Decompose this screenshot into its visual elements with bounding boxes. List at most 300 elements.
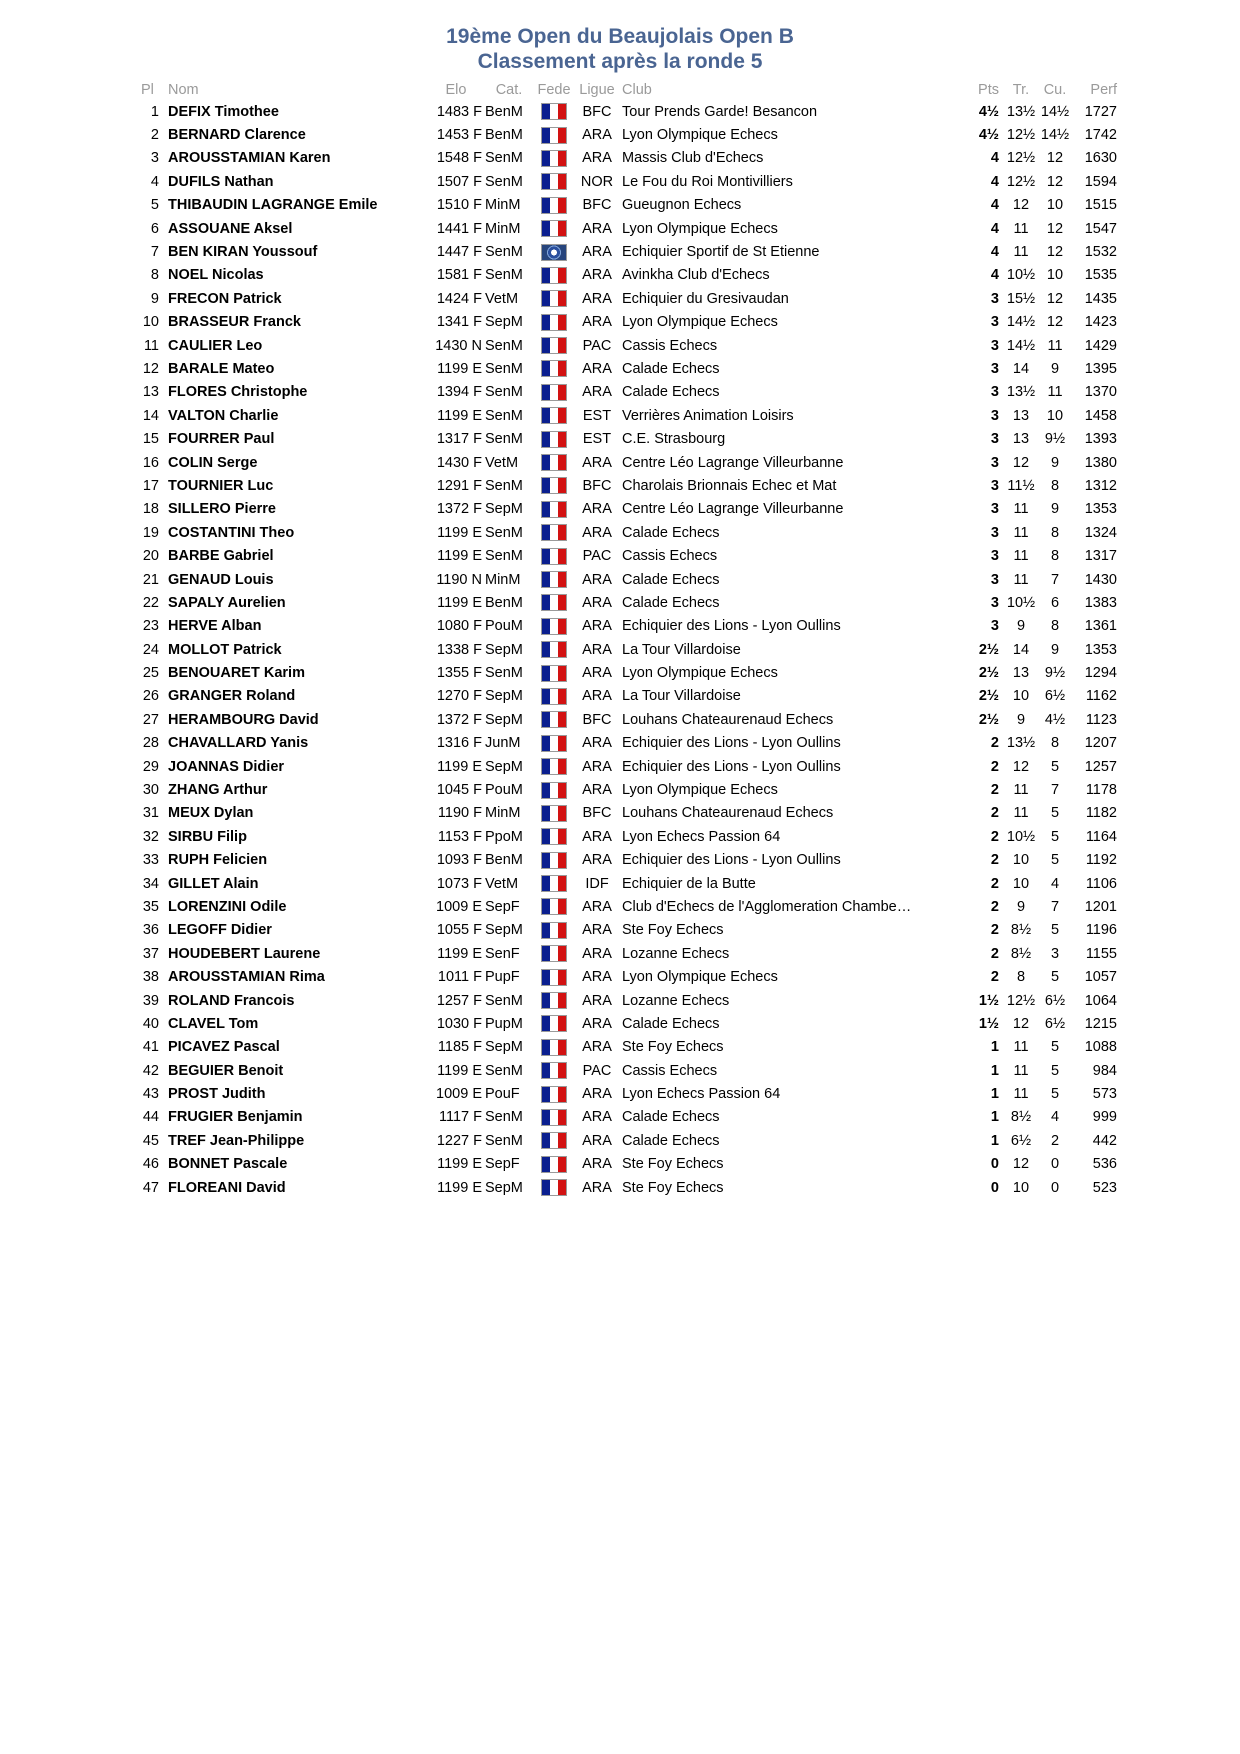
table-row (133, 311, 1117, 334)
france-flag-icon (541, 641, 567, 658)
player-tiebreak-tr: 11 (1013, 805, 1029, 822)
table-row (133, 498, 1117, 521)
player-rank: 42 (142, 1062, 159, 1079)
player-league: ARA (582, 735, 612, 752)
player-rank: 31 (142, 805, 159, 822)
player-elo: 1199 E (437, 1062, 482, 1079)
player-tiebreak-tr: 12 (1012, 197, 1030, 214)
player-elo: 1190 N (436, 571, 482, 588)
player-performance: 1383 (1084, 594, 1117, 611)
player-performance: 1057 (1084, 969, 1117, 986)
player-federation (533, 334, 575, 357)
player-rank: 17 (142, 477, 159, 494)
player-tiebreak-cu: 7 (1050, 571, 1060, 588)
player-points: 2 (990, 922, 999, 939)
header-club: Club (622, 81, 652, 98)
player-performance: 1727 (1084, 103, 1117, 120)
player-name: GENAUD Louis (168, 571, 274, 588)
france-flag-icon (541, 735, 567, 752)
france-flag-icon (541, 758, 567, 775)
player-points: 3 (990, 594, 999, 611)
player-rank: 14 (142, 407, 159, 424)
france-flag-icon (541, 1062, 567, 1079)
player-category: PouM (485, 782, 523, 799)
player-tiebreak-tr: 11 (1013, 524, 1029, 541)
player-points: 2½ (978, 688, 999, 705)
player-federation (533, 989, 575, 1012)
table-row (133, 1012, 1117, 1035)
player-tiebreak-cu: 7 (1050, 782, 1060, 799)
player-rank: 6 (150, 220, 159, 237)
table-row (133, 404, 1117, 427)
player-tiebreak-tr: 13½ (1006, 384, 1036, 401)
table-row (133, 919, 1117, 942)
player-tiebreak-cu: 6½ (1044, 688, 1066, 705)
player-tiebreak-cu: 4 (1050, 1109, 1060, 1126)
player-tiebreak-cu: 8 (1050, 735, 1060, 752)
player-federation (533, 965, 575, 988)
player-league: ARA (582, 594, 612, 611)
france-flag-icon (541, 173, 567, 190)
player-name: NOEL Nicolas (168, 267, 264, 284)
player-category: SepM (485, 1039, 523, 1056)
player-performance: 1317 (1084, 548, 1117, 565)
player-name: MEUX Dylan (168, 805, 254, 822)
france-flag-icon (541, 875, 567, 892)
player-tiebreak-cu: 8 (1050, 548, 1060, 565)
player-elo: 1199 E (437, 407, 482, 424)
player-performance: 536 (1092, 1156, 1117, 1173)
player-elo: 1341 F (436, 314, 482, 331)
header-cu: Cu. (1043, 81, 1067, 98)
player-tiebreak-tr: 13½ (1006, 735, 1036, 752)
player-name: BONNET Pascale (168, 1156, 288, 1173)
player-league: ARA (582, 314, 612, 331)
player-tiebreak-tr: 11 (1013, 1039, 1029, 1056)
player-rank: 46 (142, 1156, 159, 1173)
player-elo: 1080 F (436, 618, 482, 635)
player-tiebreak-cu: 4 (1050, 875, 1060, 892)
player-federation (533, 100, 575, 123)
player-name: TOURNIER Luc (168, 477, 274, 494)
table-row (133, 1059, 1117, 1082)
france-flag-icon (541, 945, 567, 962)
player-name: LEGOFF Didier (168, 922, 272, 939)
table-row (133, 194, 1117, 217)
table-row (133, 357, 1117, 380)
player-tiebreak-cu: 5 (1050, 805, 1060, 822)
player-tiebreak-tr: 14 (1012, 360, 1030, 377)
player-category: PouF (485, 1086, 520, 1103)
player-name: AROUSSTAMIAN Karen (168, 150, 331, 167)
player-rank: 43 (142, 1086, 159, 1103)
france-flag-icon (541, 501, 567, 518)
player-performance: 523 (1092, 1179, 1117, 1196)
table-row (133, 989, 1117, 1012)
player-federation (533, 872, 575, 895)
player-points: 4½ (978, 103, 999, 120)
player-elo: 1153 F (437, 828, 482, 845)
player-performance: 1201 (1084, 898, 1117, 915)
player-elo: 1338 F (436, 641, 482, 658)
france-flag-icon (541, 1109, 567, 1126)
player-performance: 1196 (1085, 922, 1117, 939)
player-federation (533, 802, 575, 825)
player-club: Avinkha Club d'Echecs (622, 267, 770, 284)
player-tiebreak-cu: 2 (1050, 1132, 1060, 1149)
player-points: 1 (990, 1062, 999, 1079)
player-elo: 1394 F (436, 384, 482, 401)
france-flag-icon (541, 898, 567, 915)
player-rank: 13 (142, 384, 159, 401)
player-tiebreak-cu: 9½ (1044, 665, 1066, 682)
player-federation (533, 123, 575, 146)
player-league: ARA (582, 360, 612, 377)
player-tiebreak-cu: 9 (1050, 501, 1060, 518)
player-performance: 1380 (1084, 454, 1117, 471)
player-club: Ste Foy Echecs (622, 1156, 724, 1173)
player-name: BENOUARET Karim (168, 665, 305, 682)
france-flag-icon (541, 407, 567, 424)
player-league: ARA (582, 524, 612, 541)
player-performance: 1294 (1084, 665, 1117, 682)
player-category: PupM (485, 1015, 523, 1032)
player-elo: 1199 E (437, 548, 482, 565)
france-flag-icon (541, 314, 567, 331)
player-tiebreak-tr: 10 (1012, 1179, 1030, 1196)
france-flag-icon (541, 1039, 567, 1056)
player-category: BenM (485, 127, 523, 144)
player-points: 0 (990, 1156, 999, 1173)
player-league: BFC (582, 103, 612, 120)
player-elo: 1483 F (436, 103, 482, 120)
player-club: Echiquier des Lions - Lyon Oullins (622, 852, 841, 869)
player-points: 4 (990, 244, 999, 261)
player-rank: 2 (150, 127, 159, 144)
player-tiebreak-tr: 13 (1012, 431, 1030, 448)
table-row (133, 427, 1117, 450)
player-category: SepF (485, 1156, 520, 1173)
player-category: SenM (485, 431, 523, 448)
player-category: MinM (485, 571, 521, 588)
player-performance: 1515 (1084, 197, 1117, 214)
france-flag-icon (541, 150, 567, 167)
player-performance: 1162 (1085, 688, 1117, 705)
france-flag-icon (541, 267, 567, 284)
player-name: CHAVALLARD Yanis (168, 735, 309, 752)
table-row (133, 521, 1117, 544)
player-club: Lyon Olympique Echecs (622, 665, 778, 682)
player-federation (533, 919, 575, 942)
player-tiebreak-tr: 11 (1013, 244, 1029, 261)
player-elo: 1117 F (439, 1109, 482, 1126)
player-elo: 1199 E (437, 360, 482, 377)
player-category: SenM (485, 407, 523, 424)
player-rank: 1 (150, 103, 159, 120)
player-club: Echiquier des Lions - Lyon Oullins (622, 758, 841, 775)
player-rank: 19 (142, 524, 159, 541)
player-performance: 1532 (1084, 244, 1117, 261)
player-name: TREF Jean-Philippe (168, 1132, 305, 1149)
player-federation (533, 1129, 575, 1152)
player-federation (533, 170, 575, 193)
player-club: Club d'Echecs de l'Agglomeration Chambe… (622, 898, 912, 915)
player-rank: 23 (142, 618, 159, 635)
player-category: SenM (485, 360, 523, 377)
player-tiebreak-cu: 12 (1046, 314, 1064, 331)
player-tiebreak-cu: 9 (1050, 454, 1060, 471)
player-tiebreak-tr: 11 (1013, 548, 1029, 565)
player-performance: 1207 (1084, 735, 1117, 752)
player-tiebreak-tr: 9 (1016, 711, 1026, 728)
player-tiebreak-tr: 6½ (1010, 1132, 1032, 1149)
player-league: ARA (582, 1015, 612, 1032)
france-flag-icon (541, 197, 567, 214)
player-performance: 1458 (1084, 407, 1117, 424)
player-performance: 573 (1092, 1086, 1117, 1103)
player-performance: 1353 (1084, 641, 1117, 658)
player-category: SepM (485, 501, 523, 518)
player-federation (533, 147, 575, 170)
player-points: 2½ (978, 665, 999, 682)
player-elo: 1430 N (435, 337, 482, 354)
player-club: Calade Echecs (622, 384, 720, 401)
player-tiebreak-tr: 11 (1013, 220, 1029, 237)
player-club: Lyon Olympique Echecs (622, 314, 778, 331)
player-elo: 1030 F (436, 1015, 482, 1032)
player-category: SenM (485, 244, 523, 261)
header-nom: Nom (168, 81, 199, 98)
france-flag-icon (541, 127, 567, 144)
france-flag-icon (541, 711, 567, 728)
table-row (133, 942, 1117, 965)
player-category: JunM (485, 735, 521, 752)
player-rank: 45 (142, 1132, 159, 1149)
player-category: BenM (485, 852, 523, 869)
player-tiebreak-cu: 5 (1050, 758, 1060, 775)
player-performance: 1064 (1084, 992, 1117, 1009)
player-elo: 1453 F (436, 127, 482, 144)
player-name: COLIN Serge (168, 454, 258, 471)
player-performance: 1742 (1084, 127, 1117, 144)
player-club: Calade Echecs (622, 1015, 720, 1032)
player-points: 3 (990, 618, 999, 635)
player-federation (533, 451, 575, 474)
player-name: FLORES Christophe (168, 384, 308, 401)
player-club: Verrières Animation Loisirs (622, 407, 794, 424)
player-tiebreak-cu: 5 (1050, 922, 1060, 939)
france-flag-icon (541, 290, 567, 307)
player-rank: 34 (142, 875, 159, 892)
player-club: Echiquier de la Butte (622, 875, 756, 892)
player-tiebreak-tr: 8½ (1010, 945, 1032, 962)
player-tiebreak-cu: 14½ (1040, 103, 1070, 120)
france-flag-icon (541, 1179, 567, 1196)
table-row (133, 825, 1117, 848)
france-flag-icon (541, 665, 567, 682)
player-rank: 32 (142, 828, 159, 845)
player-tiebreak-tr: 13½ (1006, 103, 1036, 120)
player-name: ROLAND Francois (168, 992, 295, 1009)
player-performance: 1594 (1084, 173, 1117, 190)
player-rank: 4 (150, 173, 159, 190)
player-points: 4 (990, 267, 999, 284)
player-league: PAC (582, 548, 612, 565)
player-points: 3 (990, 454, 999, 471)
player-category: SenM (485, 173, 523, 190)
player-league: ARA (582, 1132, 612, 1149)
player-tiebreak-tr: 11 (1013, 501, 1029, 518)
france-flag-icon (541, 220, 567, 237)
player-rank: 47 (142, 1179, 159, 1196)
player-name: JOANNAS Didier (168, 758, 285, 775)
player-rank: 9 (150, 290, 159, 307)
player-name: PICAVEZ Pascal (168, 1039, 280, 1056)
france-flag-icon (541, 852, 567, 869)
player-elo: 1199 E (437, 1156, 482, 1173)
player-club: Lyon Olympique Echecs (622, 782, 778, 799)
player-club: La Tour Villardoise (622, 688, 741, 705)
player-category: SenM (485, 1062, 523, 1079)
player-federation (533, 708, 575, 731)
table-row (133, 170, 1117, 193)
player-elo: 1270 F (436, 688, 482, 705)
table-row (133, 334, 1117, 357)
table-row (133, 544, 1117, 567)
france-flag-icon (541, 805, 567, 822)
player-performance: 1178 (1085, 782, 1117, 799)
player-tiebreak-tr: 8½ (1010, 1109, 1032, 1126)
player-category: SepM (485, 922, 523, 939)
player-elo: 1548 F (436, 150, 482, 167)
player-points: 2½ (978, 641, 999, 658)
player-name: AROUSSTAMIAN Rima (168, 969, 325, 986)
player-federation (533, 1059, 575, 1082)
player-league: ARA (582, 758, 612, 775)
player-federation (533, 849, 575, 872)
player-rank: 16 (142, 454, 159, 471)
player-tiebreak-cu: 10 (1046, 267, 1064, 284)
player-club: Cassis Echecs (622, 548, 718, 565)
france-flag-icon (541, 1156, 567, 1173)
player-rank: 15 (142, 431, 159, 448)
standings-header (133, 79, 1117, 100)
player-tiebreak-cu: 3 (1050, 945, 1060, 962)
player-rank: 30 (142, 782, 159, 799)
france-flag-icon (541, 431, 567, 448)
france-flag-icon (541, 618, 567, 635)
player-performance: 1630 (1084, 150, 1117, 167)
player-league: ARA (582, 688, 612, 705)
player-federation (533, 357, 575, 380)
player-category: SepF (485, 898, 520, 915)
player-tiebreak-cu: 0 (1050, 1156, 1060, 1173)
player-points: 4 (990, 197, 999, 214)
player-federation (533, 427, 575, 450)
player-category: MinM (485, 805, 521, 822)
header-pl: Pl (141, 81, 154, 98)
player-points: 3 (990, 548, 999, 565)
player-tiebreak-cu: 14½ (1040, 127, 1070, 144)
player-name: FOURRER Paul (168, 431, 275, 448)
player-league: ARA (582, 1109, 612, 1126)
player-tiebreak-cu: 12 (1046, 244, 1064, 261)
player-tiebreak-cu: 10 (1046, 407, 1064, 424)
player-federation (533, 264, 575, 287)
player-federation (533, 615, 575, 638)
player-tiebreak-tr: 10 (1012, 875, 1030, 892)
player-name: PROST Judith (168, 1086, 266, 1103)
player-league: ARA (582, 150, 612, 167)
player-tiebreak-tr: 11 (1013, 1086, 1029, 1103)
player-name: GRANGER Roland (168, 688, 296, 705)
table-row (133, 895, 1117, 918)
table-row (133, 381, 1117, 404)
player-tiebreak-cu: 9½ (1044, 431, 1066, 448)
player-club: Ste Foy Echecs (622, 1179, 724, 1196)
player-elo: 1372 F (436, 711, 482, 728)
player-elo: 1257 F (436, 992, 482, 1009)
player-tiebreak-cu: 8 (1050, 477, 1060, 494)
player-name: BEN KIRAN Youssouf (168, 244, 318, 261)
player-tiebreak-tr: 10½ (1006, 828, 1036, 845)
player-name: BRASSEUR Franck (168, 314, 301, 331)
player-club: Louhans Chateaurenaud Echecs (622, 805, 834, 822)
player-club: Cassis Echecs (622, 337, 718, 354)
player-elo: 1199 E (437, 524, 482, 541)
player-performance: 1393 (1084, 431, 1117, 448)
player-elo: 1447 F (436, 244, 482, 261)
player-tiebreak-tr: 11 (1013, 1062, 1029, 1079)
player-tiebreak-tr: 10 (1012, 852, 1030, 869)
france-flag-icon (541, 992, 567, 1009)
player-tiebreak-tr: 9 (1016, 618, 1026, 635)
player-category: SenM (485, 150, 523, 167)
table-row (133, 661, 1117, 684)
player-tiebreak-cu: 8 (1050, 524, 1060, 541)
player-federation (533, 591, 575, 614)
table-row (133, 638, 1117, 661)
player-league: ARA (582, 618, 612, 635)
player-category: VetM (485, 454, 519, 471)
player-elo: 1055 F (436, 922, 482, 939)
player-performance: 1106 (1085, 875, 1117, 892)
player-performance: 1430 (1084, 571, 1117, 588)
standings-body (133, 100, 1117, 1199)
player-elo: 1093 F (436, 852, 482, 869)
player-rank: 24 (142, 641, 159, 658)
header-ligue: Ligue (579, 81, 615, 98)
player-name: BEGUIER Benoit (168, 1062, 284, 1079)
table-row (133, 451, 1117, 474)
player-tiebreak-tr: 8½ (1010, 922, 1032, 939)
header-elo: Elo (445, 81, 467, 98)
header-fede: Fede (537, 81, 571, 98)
table-row (133, 1036, 1117, 1059)
player-points: 4 (990, 220, 999, 237)
player-tiebreak-tr: 12 (1012, 1015, 1030, 1032)
page-title: 19ème Open du Beaujolais Open B (446, 25, 794, 48)
player-points: 4 (990, 173, 999, 190)
player-name: ASSOUANE Aksel (168, 220, 293, 237)
france-flag-icon (541, 477, 567, 494)
player-category: MinM (485, 197, 521, 214)
player-league: PAC (582, 337, 612, 354)
player-name: CLAVEL Tom (168, 1015, 259, 1032)
player-league: ARA (582, 244, 612, 261)
player-rank: 25 (142, 665, 159, 682)
player-tiebreak-tr: 8 (1016, 969, 1026, 986)
